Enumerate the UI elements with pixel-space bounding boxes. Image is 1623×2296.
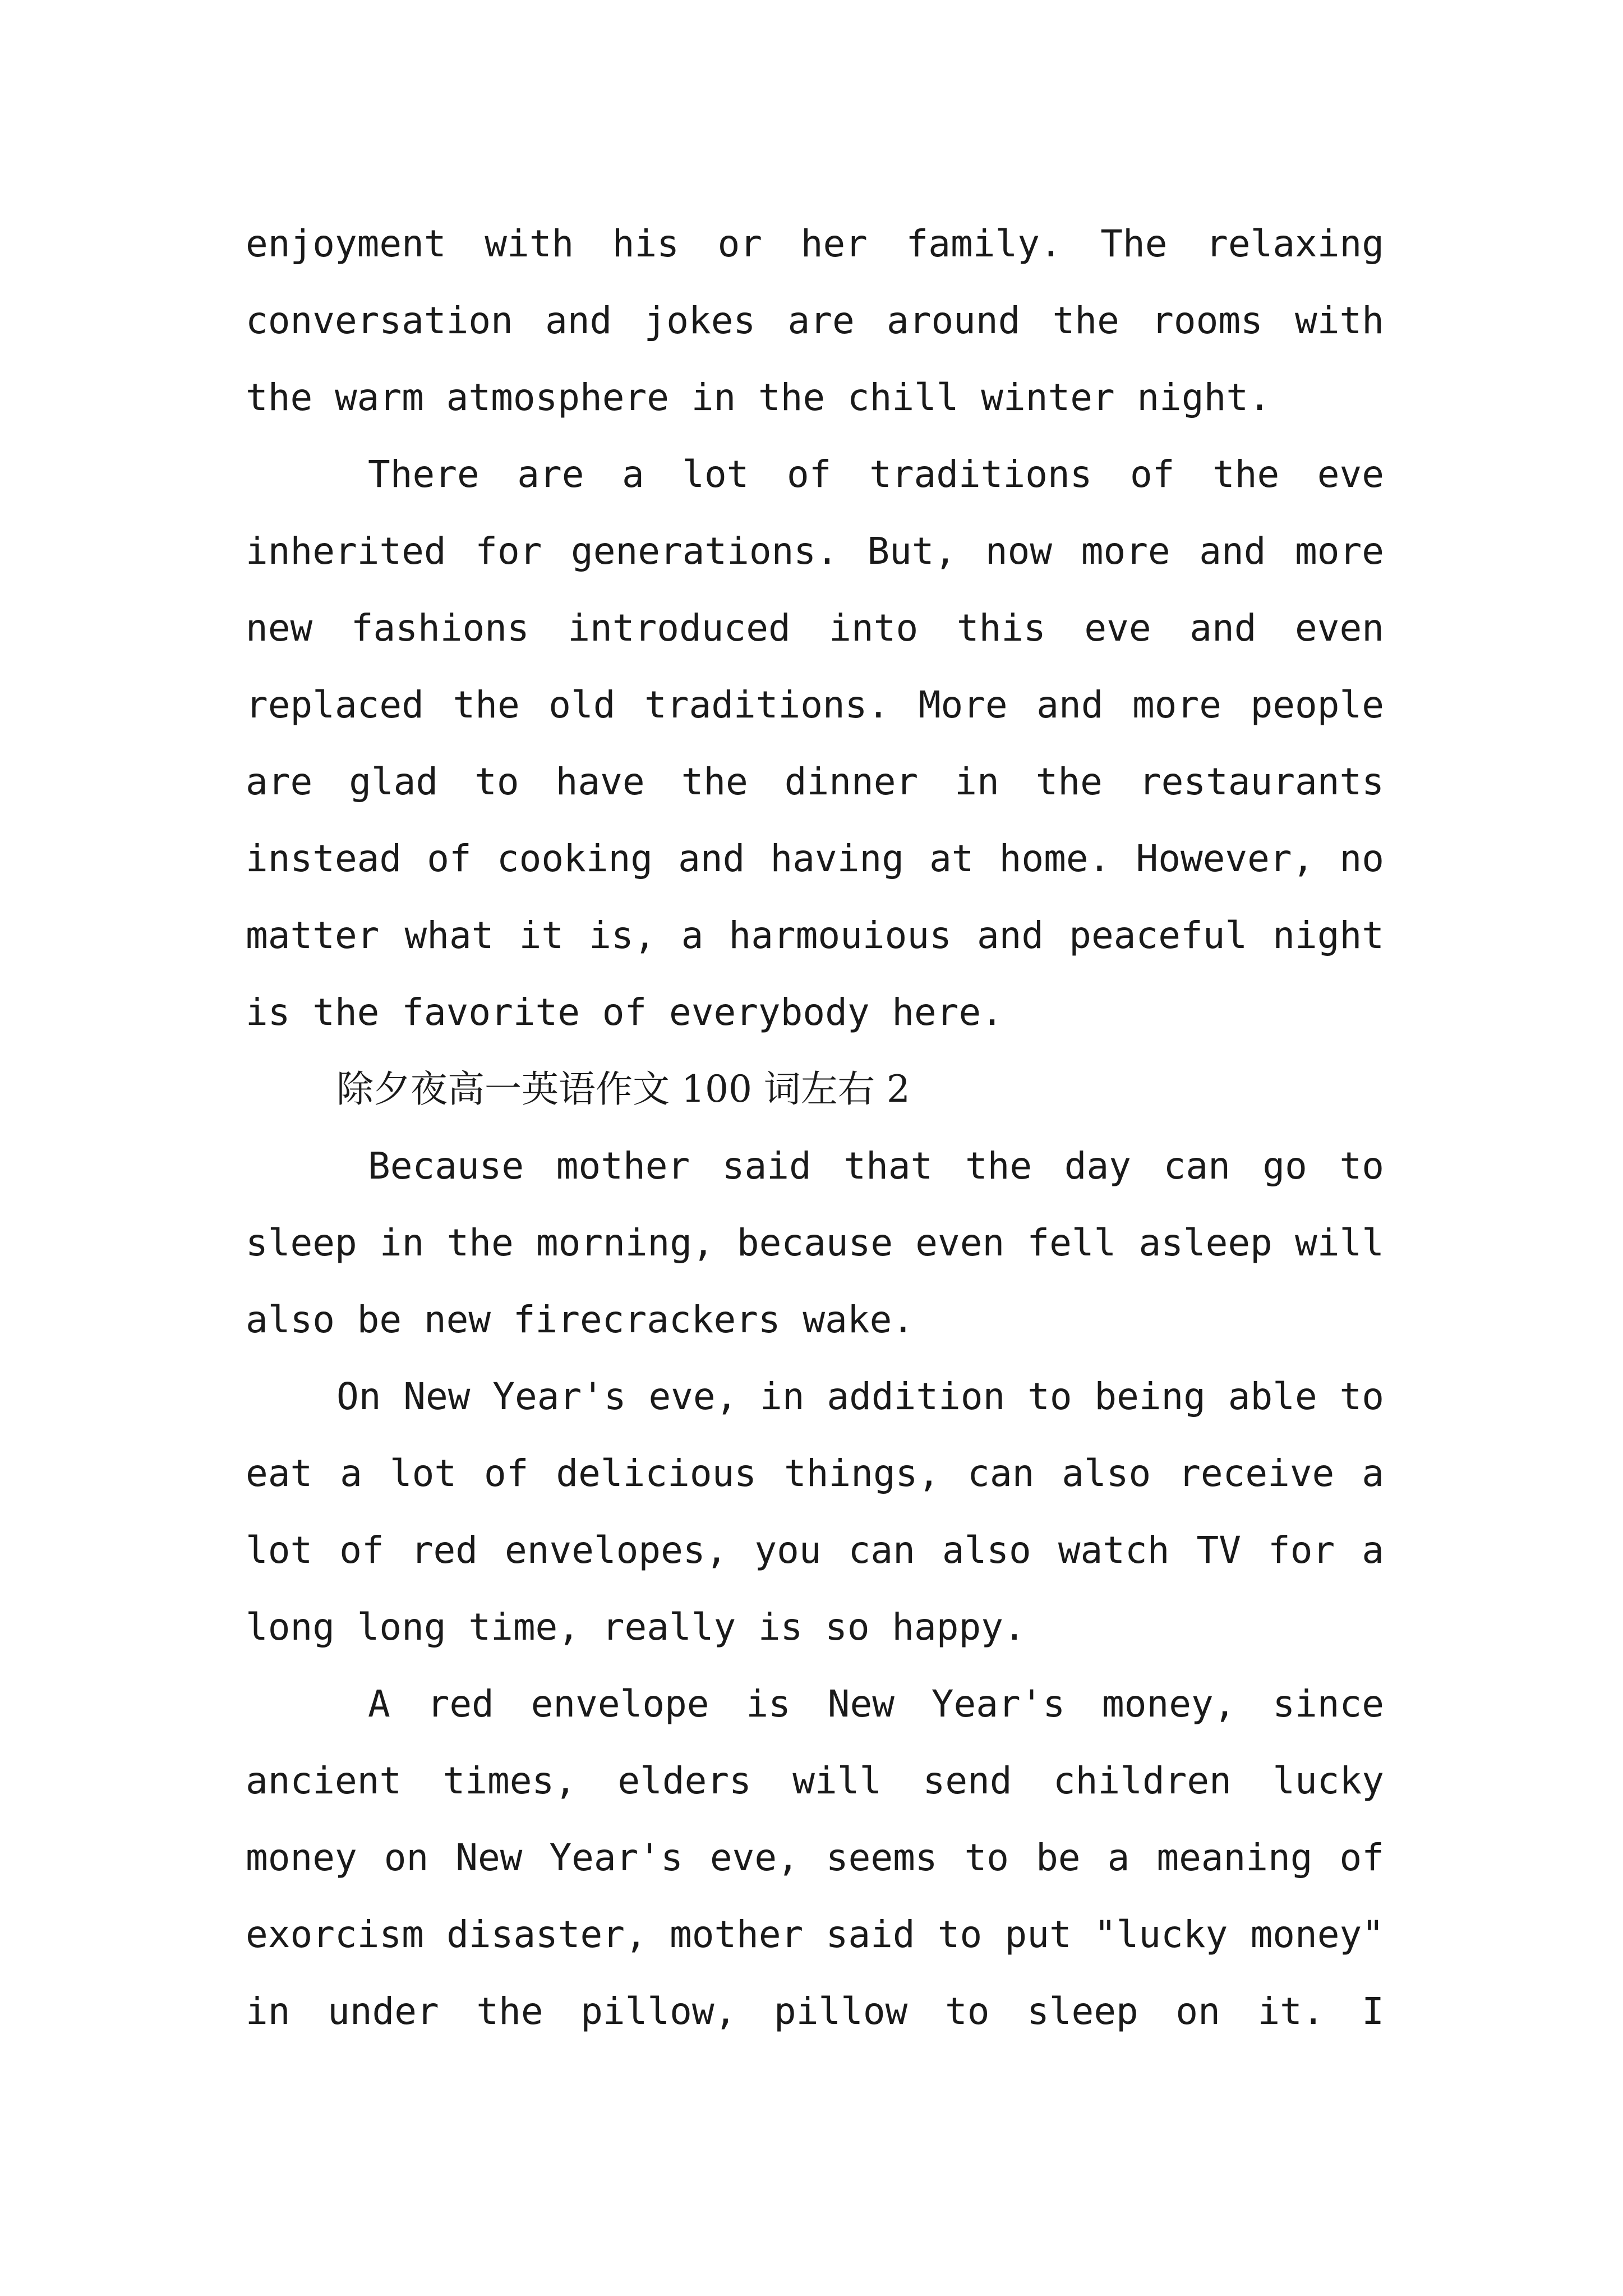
text-line: matter what it is, a harmouious and peaceful night	[246, 914, 1384, 957]
text-line: also be new firecrackers wake.	[246, 1298, 915, 1341]
paragraph-start-line: On New Year's eve, in addition to being able to	[336, 1375, 1384, 1418]
text-line: the warm atmosphere in the chill winter night.	[246, 376, 1271, 419]
text-line: inherited for generations. But, now more and more	[246, 530, 1384, 573]
text-line: conversation and jokes are around the rooms with	[246, 299, 1384, 342]
text-line: sleep in the morning, because even fell asleep will	[246, 1221, 1384, 1264]
text-line: are glad to have the dinner in the restaurants	[246, 760, 1384, 803]
text-line: in under the pillow, pillow to sleep on it. I	[246, 1990, 1384, 2033]
text-line: ancient times, elders will send children lucky	[246, 1759, 1384, 1802]
section-heading: 除夕夜高一英语作文 100 词左右 2	[336, 1068, 910, 1111]
text-line: is the favorite of everybody here.	[246, 991, 1004, 1034]
essay-text	[246, 216, 1384, 2060]
text-line: replaced the old traditions. More and more people	[246, 683, 1384, 726]
text-line: eat a lot of delicious things, can also receive a	[246, 1452, 1384, 1495]
paragraph-start-line: There are a lot of traditions of the eve	[368, 453, 1384, 496]
paragraph-start-line: A red envelope is New Year's money, since	[368, 1682, 1384, 1726]
text-line: long long time, really is so happy.	[246, 1605, 1026, 1649]
text-line: money on New Year's eve, seems to be a meaning of	[246, 1836, 1384, 1879]
text-line: enjoyment with his or her family. The relaxing	[246, 222, 1384, 265]
text-line: instead of cooking and having at home. However, no	[246, 837, 1384, 880]
text-line: new fashions introduced into this eve and even	[246, 606, 1384, 650]
paragraph-start-line: Because mother said that the day can go to	[368, 1144, 1384, 1188]
text-line: exorcism disaster, mother said to put "lucky money"	[246, 1913, 1384, 1956]
text-line: lot of red envelopes, you can also watch TV for a	[246, 1529, 1384, 1572]
